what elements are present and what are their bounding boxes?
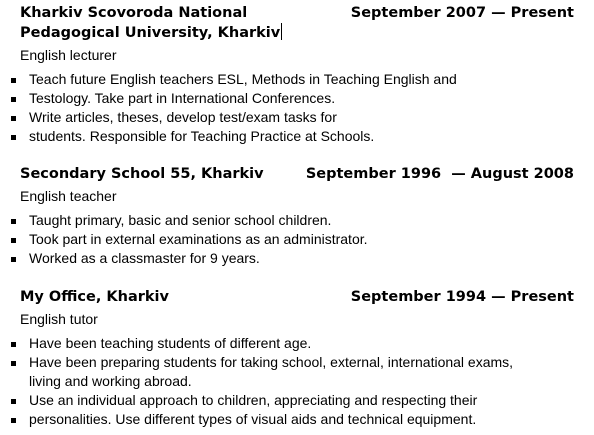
job-entry-university — [0, 3, 594, 146]
bullet-icon — [11, 238, 16, 243]
list-item-text[interactable]: Teach future English teachers ESL, Methods in Teaching English and — [29, 71, 457, 87]
job-header — [0, 164, 594, 184]
job-entry-office — [0, 287, 594, 429]
job-header-line2 — [0, 23, 594, 43]
list-item-continuation[interactable] — [0, 372, 594, 391]
job-duties-list — [0, 211, 594, 268]
list-item[interactable] — [0, 89, 594, 108]
job-header — [0, 287, 594, 307]
list-item-text[interactable]: Write articles, theses, develop test/exam tasks for — [29, 109, 337, 125]
bullet-icon — [11, 97, 16, 102]
job-role[interactable]: English teacher — [20, 188, 117, 204]
job-role[interactable]: English lecturer — [20, 47, 117, 63]
bullet-icon — [11, 399, 16, 404]
bullet-icon — [11, 257, 16, 262]
list-item-text[interactable]: students. Responsible for Teaching Practice at Schools. — [29, 128, 375, 144]
job-entry-school — [0, 164, 594, 268]
bullet-icon — [11, 418, 16, 423]
organization-name-line1[interactable]: Kharkiv Scovoroda National — [20, 5, 248, 21]
organization-name-line2-text[interactable]: Pedagogical University, Kharkiv — [20, 25, 281, 41]
list-item[interactable] — [0, 410, 594, 429]
job-dates[interactable]: September 1994 — Present — [350, 289, 574, 305]
bullet-icon — [11, 78, 16, 83]
list-item-text[interactable]: Took part in external examinations as an administrator. — [29, 231, 368, 247]
job-role[interactable]: English tutor — [20, 311, 98, 327]
list-item[interactable] — [0, 127, 594, 146]
list-item-text[interactable]: Testology. Take part in International Conferences. — [29, 90, 336, 106]
list-item[interactable] — [0, 108, 594, 127]
list-item[interactable] — [0, 211, 594, 230]
list-item-text[interactable]: Worked as a classmaster for 9 years. — [29, 250, 260, 266]
list-item[interactable] — [0, 334, 594, 353]
list-item-text[interactable]: living and working abroad. — [29, 373, 192, 389]
list-item[interactable] — [0, 70, 594, 89]
list-item-text[interactable]: Use an individual approach to children, appreciating and respecting their — [29, 392, 478, 408]
bullet-icon — [11, 342, 16, 347]
bullet-icon — [11, 135, 16, 140]
bullet-icon — [11, 361, 16, 366]
job-dates[interactable]: September 1996 — August 2008 — [305, 166, 574, 182]
organization-name-line2[interactable] — [20, 23, 282, 43]
list-item-text[interactable]: Have been preparing students for taking school, external, international exams, — [29, 354, 514, 370]
job-duties-list — [0, 334, 594, 429]
job-duties-list — [0, 70, 594, 146]
bullet-icon — [11, 116, 16, 121]
list-item[interactable] — [0, 391, 594, 410]
list-item[interactable] — [0, 230, 594, 249]
job-header — [0, 3, 594, 23]
organization-name[interactable]: My Office, Kharkiv — [20, 289, 169, 305]
text-cursor — [281, 23, 282, 40]
bullet-icon — [11, 219, 16, 224]
list-item[interactable] — [0, 353, 594, 372]
job-dates[interactable]: September 2007 — Present — [350, 5, 574, 21]
list-item[interactable] — [0, 249, 594, 268]
list-item-text[interactable]: personalities. Use different types of visual aids and technical equipment. — [29, 411, 477, 427]
list-item-text[interactable]: Taught primary, basic and senior school children. — [29, 212, 332, 228]
organization-name[interactable]: Secondary School 55, Kharkiv — [20, 166, 264, 182]
list-item-text[interactable]: Have been teaching students of different age. — [29, 335, 312, 351]
